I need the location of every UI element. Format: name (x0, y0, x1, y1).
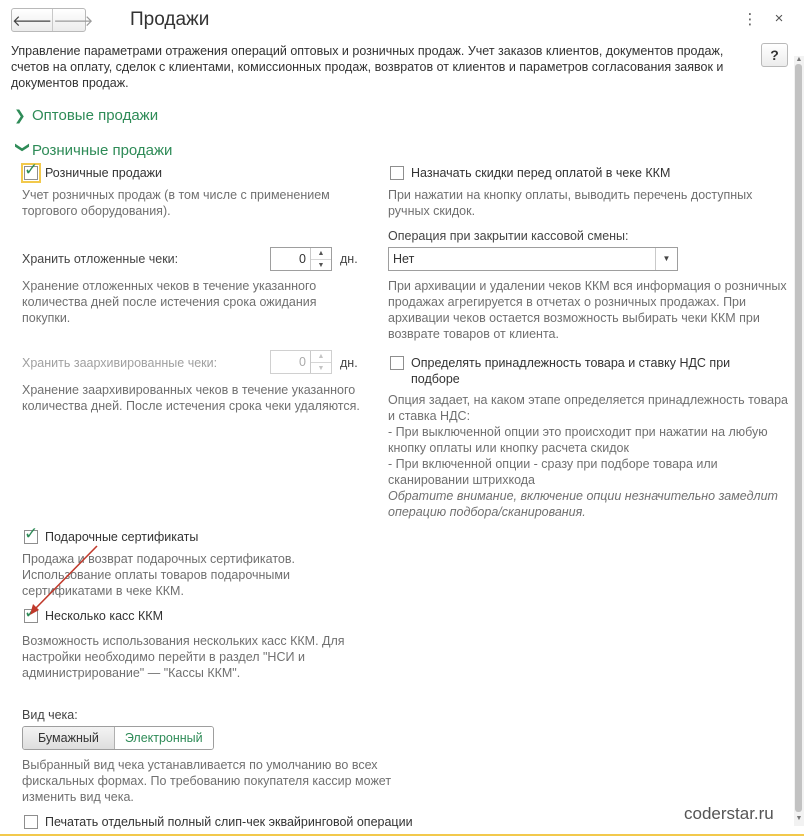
shift-close-operation-label: Операция при закрытии кассовой смены: (388, 229, 629, 243)
keep-deferred-hint: Хранение отложенных чеков в течение указанного количества дней после истечения срока ожидания покупки. (22, 279, 317, 325)
shift-close-operation-value[interactable]: Нет (393, 252, 415, 266)
spin-up-icon[interactable]: ▲ (317, 250, 325, 257)
help-button[interactable]: ? (761, 43, 788, 67)
dropdown-arrow-icon[interactable]: ▼ (655, 248, 677, 270)
keep-deferred-value[interactable]: 0 (299, 252, 306, 266)
forward-icon[interactable]: 🡒 (52, 9, 93, 31)
keep-archived-value[interactable]: 0 (299, 355, 306, 369)
keep-deferred-label: Хранить отложенные чеки: (22, 252, 179, 266)
multiple-registers-label: Несколько касс ККМ (45, 609, 163, 623)
keep-archived-hint: Хранение заархивированных чеков в течение указанного количества дней. После истечения срока чеки удаляются. (22, 383, 360, 413)
gift-certificates-hint: Продажа и возврат подарочных сертификатов. Использование оплаты товаров подарочными сертификатами в чеке ККМ. (22, 552, 295, 598)
determine-ownership-note: Обратите внимание, включение опции незначительно замедлит операцию подбора/сканирования. (388, 489, 778, 519)
watermark: coderstar.ru (684, 804, 774, 823)
determine-ownership-label: Определять принадлежность товара и ставку НДС при подборе (411, 356, 731, 386)
scrollbar-thumb[interactable] (795, 64, 802, 812)
more-icon[interactable]: ⋮ (742, 11, 758, 28)
keep-archived-label: Хранить заархивированные чеки: (22, 356, 218, 370)
page-description: Управление параметрами отражения операций оптовых и розничных продаж. Учет заказов клиентов, документов продаж, счетов на оплату, сделок с клиентами, комиссионных продаж, возвратов от клиентов и параметров согласования заявок и документов продаж. (11, 44, 724, 90)
keep-archived-unit: дн. (340, 356, 358, 370)
spin-up-icon[interactable]: ▲ (317, 353, 325, 360)
chevron-right-icon: ❯ (14, 107, 26, 123)
scroll-up-icon[interactable]: ▲ (795, 56, 803, 63)
slip-receipt-label: Печатать отдельный полный слип-чек эквайринговой операции (45, 815, 413, 829)
receipt-type-hint: Выбранный вид чека устанавливается по умолчанию во всех фискальных формах. По требованию покупателя кассир может изменить вид чека. (22, 758, 392, 804)
spin-down-icon[interactable]: ▼ (311, 259, 331, 271)
spin-down-icon[interactable]: ▼ (311, 362, 331, 374)
section-wholesale-label: Оптовые продажи (32, 107, 159, 124)
retail-sales-hint: Учет розничных продаж (в том числе с применением торгового оборудования). (22, 188, 330, 218)
section-retail-label: Розничные продажи (32, 142, 173, 159)
chevron-down-icon: ❯ (15, 141, 32, 154)
gift-certificates-label: Подарочные сертификаты (45, 530, 199, 544)
receipt-type-electronic-option[interactable]: Электронный (115, 727, 213, 749)
retail-sales-label: Розничные продажи (45, 166, 163, 180)
determine-ownership-hint-line: Опция задает, на каком этапе определяется принадлежность товара и ставка НДС: (388, 393, 788, 423)
receipt-type-paper-option[interactable]: Бумажный (23, 727, 115, 749)
receipt-type-label: Вид чека: (22, 708, 78, 722)
multiple-registers-hint: Возможность использования нескольких касс ККМ. Для настройки необходимо перейти в раздел "НСИ и администрирование" — "Кассы ККМ". (22, 634, 345, 680)
page-title: Продажи (130, 9, 210, 30)
keep-deferred-unit: дн. (340, 252, 358, 266)
determine-ownership-hint-line: - При выключенной опции это происходит при нажатии на любую кнопку оплаты или кнопку расчета скидок (388, 425, 768, 455)
discounts-before-payment-label: Назначать скидки перед оплатой в чеке ККМ (411, 166, 671, 180)
back-icon[interactable]: 🡐 (12, 12, 53, 30)
discounts-before-payment-hint: При нажатии на кнопку оплаты, выводить перечень доступных ручных скидок. (388, 188, 753, 218)
scroll-down-icon[interactable]: ▼ (795, 815, 803, 822)
determine-ownership-hint-line: - При включенной опции - сразу при подборе товара или сканировании штрихкода (388, 457, 718, 487)
shift-close-operation-hint: При архивации и удалении чеков ККМ вся информация о розничных продажах агрегируется в отчетах о розничных продажах. При архивации чеков остается возможность выбирать чеки ККМ при возврате товаров от клиента. (388, 279, 787, 341)
close-icon[interactable]: × (774, 10, 784, 27)
